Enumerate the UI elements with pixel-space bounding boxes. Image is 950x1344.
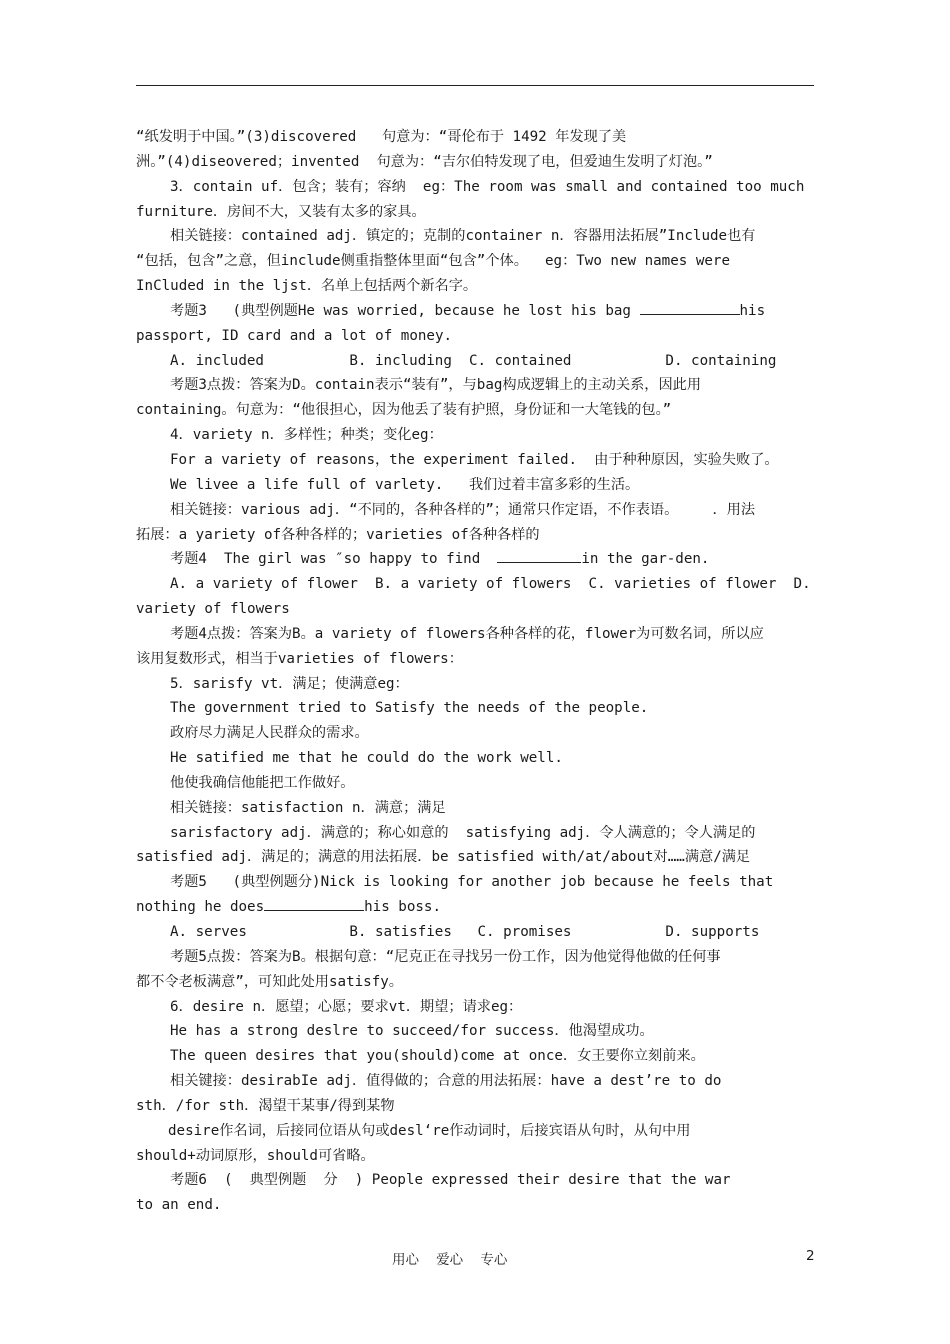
line-text: 考题4 The girl was ″so happy to find xyxy=(170,551,498,568)
header-rule xyxy=(136,85,814,86)
line-text: A. a variety of flower B. a variety of flowers C. varieties of flower D. xyxy=(170,576,811,593)
text-line xyxy=(136,746,814,771)
footer-motto: 用心 爱心 专心 xyxy=(392,1252,508,1268)
line-text: 6．desire n．愿望；心愿；要求vt．期望；请求eg： xyxy=(170,998,523,1015)
line-text: 考题6 ( 典型例题 分 ) People expressed their desire that the war xyxy=(170,1172,731,1189)
line-text: 4．variety n．多样性；种类；变化eg： xyxy=(170,427,443,444)
line-text: nothing he does xyxy=(136,899,265,916)
text-line xyxy=(136,945,814,970)
line-text: 5．sarisfy vt．满足；使满意eg： xyxy=(170,675,409,692)
line-text: We livee a life full of varlety. 我们过着丰富多彩的生活。 xyxy=(170,476,640,493)
line-text: “包括，包含”之意，但include侧重指整体里面“包含”个体。 eg：Two new names were xyxy=(136,253,730,270)
line-text: 相关链接：satisfaction n．满意；满足 xyxy=(170,799,446,816)
text-line xyxy=(136,845,814,870)
text-line xyxy=(136,125,814,150)
line-text: sth．/for sth．渴望干某事/得到某物 xyxy=(136,1097,395,1114)
line-text: 考题5 (典型例题分)Nick is looking for another job because he feels that xyxy=(170,874,774,891)
fill-in-blank xyxy=(640,300,740,315)
line-text: 相关键接：desirabIe adj．值得做的；合意的用法拓展：have a dest’re to do xyxy=(170,1073,722,1090)
text-line xyxy=(136,672,814,697)
line-text: 拓展：a yariety of各种各样的；varieties of各种各样的 xyxy=(136,526,540,543)
line-text: A. included B. including C. contained D. containing xyxy=(170,352,777,369)
line-text-after-blank: in the gar-den. xyxy=(581,551,710,568)
line-text: furniture．房间不大，又装有太多的家具。 xyxy=(136,203,426,220)
line-text: 考题3点拨：答案为D。contain表示“装有”，与bag构成逻辑上的主动关系，因此用 xyxy=(170,377,702,394)
text-line xyxy=(136,349,814,374)
text-line xyxy=(136,572,814,597)
line-text-after-blank: his xyxy=(739,302,766,319)
line-text: 洲。”(4)diseovered；invented 句意为：“吉尔伯特发现了电，但爱迪生发明了灯泡。” xyxy=(136,153,713,170)
line-text: 都不令老板满意”，可知此处用satisfy。 xyxy=(136,973,403,990)
text-line xyxy=(136,473,814,498)
text-line xyxy=(136,224,814,249)
line-text: to an end. xyxy=(136,1197,222,1214)
line-text: 3．contain uf．包含；装有；容纳 eg：The room was small and contained too much xyxy=(170,178,805,195)
text-line xyxy=(136,1019,814,1044)
line-text-after-blank: his boss. xyxy=(364,899,441,916)
text-line xyxy=(136,622,814,647)
line-text: 相关链接：various adj．“不同的，各种各样的”；通常只作定语，不作表语。 ．用法 xyxy=(170,501,756,518)
text-line xyxy=(136,1044,814,1069)
text-line xyxy=(136,821,814,846)
text-line xyxy=(136,200,814,225)
text-line xyxy=(136,1168,814,1193)
line-text: “纸发明于中国。”(3)discovered 句意为：“哥伦布于 1492 年发现了美 xyxy=(136,129,627,145)
line-text: He has a strong deslre to succeed/for success．他渴望成功。 xyxy=(170,1023,654,1040)
text-line xyxy=(136,796,814,821)
line-text: 政府尽力满足人民群众的需求。 xyxy=(170,725,369,742)
document-body xyxy=(136,125,814,1218)
text-line xyxy=(136,423,814,448)
line-text: 相关链接：contained adj．镇定的；克制的container n．容器用法拓展”Include也有 xyxy=(170,228,756,245)
line-text: sarisfactory adj．满意的；称心如意的 satisfying adj．令人满意的；令人满足的 xyxy=(170,824,756,841)
fill-in-blank xyxy=(497,548,581,563)
text-line xyxy=(136,523,814,548)
line-text: should+动词原形，should可省略。 xyxy=(136,1147,375,1164)
line-text: satisfied adj．满足的；满意的用法拓展．be satisfied with/at/about对……满意/满足 xyxy=(136,849,751,866)
text-line xyxy=(136,647,814,672)
line-text: 该用复数形式，相当于varieties of flowers： xyxy=(136,650,463,667)
text-line xyxy=(136,1119,814,1144)
line-text: 考题3 (典型例题He was worried, because he lost his bag xyxy=(170,302,640,319)
text-line xyxy=(136,324,814,349)
line-text: 考题5点拨：答案为B。根据句意：“尼克正在寻找另一份工作，因为他觉得他做的任何事 xyxy=(170,948,721,965)
text-line xyxy=(136,597,814,622)
line-text: He satified me that he could do the work well. xyxy=(170,750,563,767)
line-text: containing。句意为：“他很担心，因为他丢了装有护照，身份证和一大笔钱的包。” xyxy=(136,402,672,419)
text-line xyxy=(136,920,814,945)
text-line xyxy=(136,150,814,175)
line-text: The government tried to Satisfy the needs of the people. xyxy=(170,700,649,717)
line-text: A. serves B. satisfies C. promises D. supports xyxy=(170,924,760,940)
text-line xyxy=(136,175,814,200)
text-line xyxy=(136,373,814,398)
text-line xyxy=(136,398,814,423)
text-line xyxy=(136,1144,814,1169)
text-line xyxy=(136,299,814,324)
line-text: InCluded in the ljst．名单上包括两个新名字。 xyxy=(136,278,478,295)
text-line xyxy=(136,771,814,796)
line-text: variety of flowers xyxy=(136,601,290,618)
text-line xyxy=(136,696,814,721)
line-text: 考题4点拨：答案为B。a variety of flowers各种各样的花，flower为可数名词，所以应 xyxy=(170,625,764,642)
text-line xyxy=(136,1069,814,1094)
line-text: The queen desires that you(should)come at once．女王要你立刻前来。 xyxy=(170,1048,705,1065)
text-line xyxy=(136,547,814,572)
text-line xyxy=(136,721,814,746)
fill-in-blank xyxy=(264,896,364,911)
text-line xyxy=(136,995,814,1020)
text-line xyxy=(136,448,814,473)
text-line xyxy=(136,498,814,523)
page-number: 2 xyxy=(806,1248,815,1264)
text-line xyxy=(136,895,814,920)
text-line xyxy=(136,274,814,299)
line-text: desire作名词，后接同位语从句或desl‘re作动词时，后接宾语从句时，从句中用 xyxy=(168,1122,691,1139)
line-text: passport, ID card and a lot of money. xyxy=(136,327,453,344)
text-line xyxy=(136,970,814,995)
text-line xyxy=(136,1094,814,1119)
text-line xyxy=(136,1193,814,1218)
text-line xyxy=(136,870,814,895)
line-text: For a variety of reasons，the experiment failed. 由于种种原因，实验失败了。 xyxy=(170,451,779,468)
text-line xyxy=(136,249,814,274)
line-text: 他使我确信他能把工作做好。 xyxy=(170,774,355,791)
